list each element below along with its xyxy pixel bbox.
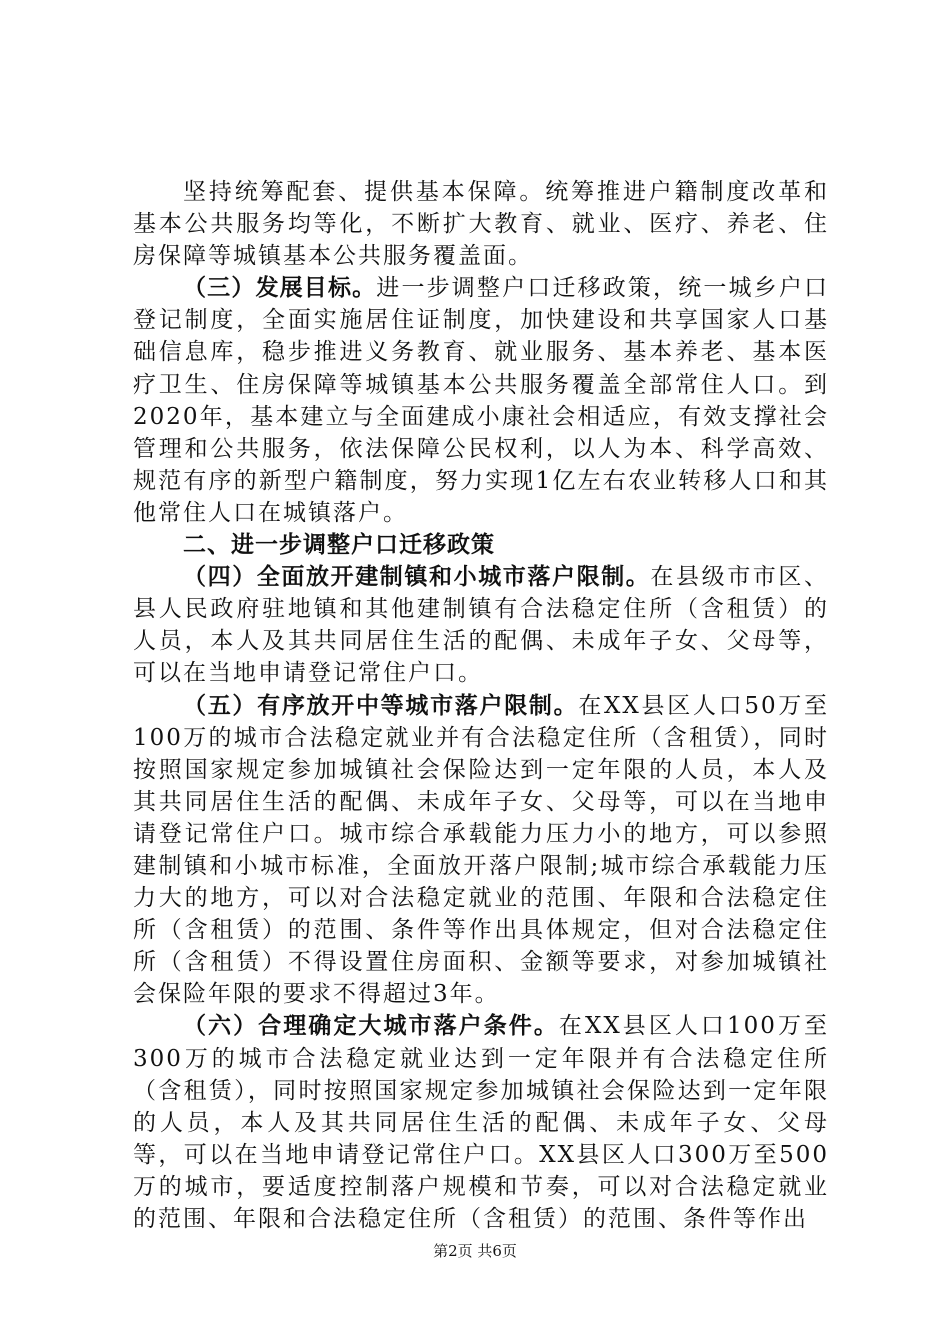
paragraph-lead: （三）发展目标。 (183, 275, 377, 302)
document-body (133, 176, 829, 1235)
paragraph-basic-services (133, 176, 829, 272)
paragraph-medium-cities (133, 690, 829, 1011)
paragraph-text: 在XX县区人口50万至100万的城市合法稳定就业并有合法稳定住所（含租赁），同时按照国家规定参加城镇社会保险达到一定年限的人员，本人及其共同居住生活的配偶、未成年子女、父母等，可以在当地申请登记常住户口。城市综合承载能力压力小的地方，可以参照建制镇和小城市标准，全面放开落户限制;城市综合承载能力压力大的地方，可以对合法稳定就业的范围、年限和合法稳定住所（含租赁）的范围、条件等作出具体规定，但对合法稳定住所（含租赁）不得设置住房面积、金额等要求，对参加城镇社会保险年限的要求不得超过3年。 (133, 692, 830, 1008)
paragraph-text: 在XX县区人口100万至300万的城市合法稳定就业达到一定年限并有合法稳定住所（含租赁），同时按照国家规定参加城镇社会保险达到一定年限的人员，本人及其共同居住生活的配偶、未成年子女、父母等，可以在当地申请登记常住户口。XX县区人口300万至500万的城市，要适度控制落户规模和节奏，可以对合法稳定就业的范围、年限和合法稳定住所（含租赁）的范围、条件等作出 (133, 1013, 830, 1232)
paragraph-lead: （六）合理确定大城市落户条件。 (183, 1013, 559, 1040)
paragraph-development-goals (133, 272, 829, 529)
paragraph-lead: （五）有序放开中等城市落户限制。 (183, 692, 579, 719)
paragraph-text: 坚持统筹配套、提供基本保障。统筹推进户籍制度改革和基本公共服务均等化，不断扩大教育、就业、医疗、养老、住房保障等城镇基本公共服务覆盖面。 (133, 179, 829, 270)
paragraph-text: 在县级市市区、县人民政府驻地镇和其他建制镇有合法稳定住所（含租赁）的人员，本人及其共同居住生活的配偶、未成年子女、父母等，可以在当地申请登记常住户口。 (133, 564, 830, 687)
page-number-footer: 第2页 共6页 (433, 1242, 517, 1260)
paragraph-lead: （四）全面放开建制镇和小城市落户限制。 (183, 564, 651, 591)
paragraph-large-cities (133, 1010, 829, 1235)
paragraph-small-cities (133, 561, 829, 689)
paragraph-text: 进一步调整户口迁移政策，统一城乡户口登记制度，全面实施居住证制度，加快建设和共享国家人口基础信息库，稳步推进义务教育、就业服务、基本养老、基本医疗卫生、住房保障等城镇基本公共服务覆盖全部常住人口。到2020年，基本建立与全面建成小康社会相适应，有效支撑社会管理和公共服务，依法保障公民权利，以人为本、科学高效、规范有序的新型户籍制度，努力实现1亿左右农业转移人口和其他常住人口在城镇落户。 (133, 275, 830, 526)
section-heading: 二、进一步调整户口迁移政策 (183, 532, 495, 559)
